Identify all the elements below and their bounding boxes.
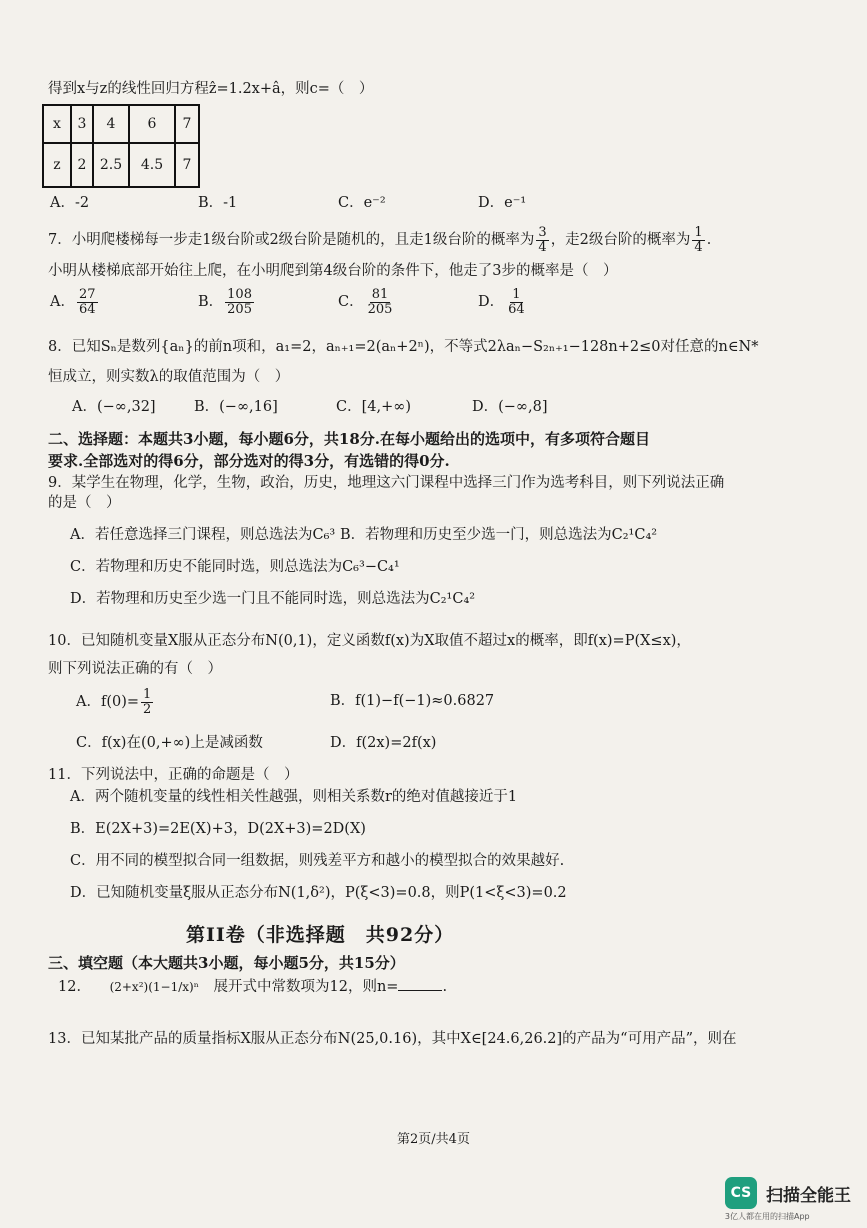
section2-line1: 二、选择题：本题共3小题，每小题6分，共18分.在每小题给出的选项中，有多项符合题目 [48, 430, 650, 448]
q10-line1: 10．已知随机变量X服从正态分布N(0,1)，定义函数f(x)为X取值不超过x的概率，即f(x)=P(X≤x)， [48, 633, 691, 649]
table-cell: 4 [93, 105, 129, 143]
option-fraction [506, 288, 527, 317]
q7-stem-a: 7．小明爬楼梯每一步走1级台阶或2级台阶是随机的，且走1级台阶的概率为 [48, 232, 535, 248]
table-cell: 6 [129, 105, 175, 143]
q6-option-b: B．-1 [198, 195, 238, 211]
fraction-numerator: 3 [538, 224, 547, 240]
q7-option-a [50, 284, 100, 320]
option-fraction [77, 288, 98, 317]
q9-option-a: A．若任意选择三门课程，则总选法为C₆³ [70, 527, 336, 543]
q8-option-a: A．(−∞,32] [72, 399, 156, 415]
q9-line2: 的是（ ） [48, 495, 121, 511]
option-text: A．f(0)= [76, 694, 140, 710]
table-cell: 2.5 [93, 143, 129, 187]
q9-option-b: B．若物理和历史至少选一门，则总选法为C₂¹C₄² [340, 527, 658, 543]
q7-option-d [478, 284, 529, 320]
q10-option-d: D．f(2x)=2f(x) [330, 735, 437, 751]
q11-option-d: D．已知随机变量ξ服从正态分布N(1,δ²)，P(ξ<3)=0.8，则P(1<ξ<3)=0.2 [70, 885, 567, 901]
table-row [43, 143, 199, 187]
q7-stem-b: ，走2级台阶的概率为 [550, 232, 691, 248]
q9-option-c: C．若物理和历史不能同时选，则总选法为C₆³−C₄¹ [70, 559, 400, 575]
option-fraction [141, 688, 153, 717]
q6-data-table [42, 104, 200, 188]
option-label: A． [50, 294, 75, 310]
fraction-denominator: 4 [694, 239, 703, 255]
q8-option-d: D．(−∞,8] [472, 399, 548, 415]
q10-option-c: C．f(x)在(0,+∞)上是减函数 [76, 735, 263, 751]
fraction-denominator: 64 [508, 301, 525, 317]
fraction-numerator: 108 [227, 286, 252, 302]
option-label: D． [478, 294, 505, 310]
q9-line1: 9．某学生在物理，化学，生物，政治，历史，地理这六门课程中选择三门作为选考科目，则下列说法正确 [48, 475, 725, 491]
option-fraction [225, 288, 254, 317]
q11-option-a: A．两个随机变量的线性相关性越强，则相关系数r的绝对值越接近于1 [70, 789, 518, 805]
q6-option-a: A．-2 [50, 195, 90, 211]
table-cell: z [43, 143, 71, 187]
table-cell: 7 [175, 105, 199, 143]
page-number: 第2页/共4页 [397, 1132, 470, 1147]
fraction-numerator: 27 [78, 286, 96, 302]
q8-option-c: C．[4,+∞) [336, 399, 411, 415]
q8-line2: 恒成立，则实数λ的取值范围为（ ） [48, 369, 290, 385]
table-row [43, 105, 199, 143]
table-cell: 2 [71, 143, 93, 187]
q7-fraction-2 [692, 226, 704, 255]
q11-option-c: C．用不同的模型拟合同一组数据，则残差平方和越小的模型拟合的效果越好. [70, 853, 565, 869]
option-label: C． [338, 294, 364, 310]
q11-option-b: B．E(2X+3)=2E(X)+3，D(2X+3)=2D(X) [70, 821, 366, 837]
fraction-numerator: 1 [143, 686, 152, 702]
q10-option-b: B．f(1)−f(−1)≈0.6827 [330, 693, 495, 709]
part2-title: 第II卷（非选择题 共92分） [186, 924, 455, 946]
section3-title: 三、填空题（本大题共3小题，每小题5分，共15分） [48, 954, 405, 972]
fraction-denominator: 205 [367, 301, 393, 317]
fraction-denominator: 64 [78, 301, 96, 317]
fraction-denominator: 2 [143, 701, 152, 717]
q8-option-b: B．(−∞,16] [194, 399, 278, 415]
q8-line1: 8．已知Sₙ是数列{aₙ}的前n项和，a₁=2，aₙ₊₁=2(aₙ+2ⁿ)，不等式2λaₙ−S₂ₙ₊₁−128n+2≤0对任意的n∈N* [48, 339, 759, 355]
scanner-watermark [725, 1177, 851, 1222]
q6-option-d: D．e⁻¹ [478, 195, 527, 211]
q7-line2: 小明从楼梯底部开始往上爬，在小明爬到第4级台阶的条件下，他走了3步的概率是（ ） [48, 263, 618, 279]
q6-option-c: C．e⁻² [338, 195, 386, 211]
table-cell: x [43, 105, 71, 143]
fraction-numerator: 1 [694, 224, 703, 240]
q12-answer-blank [398, 978, 442, 991]
fraction-denominator: 4 [538, 239, 547, 255]
q12-number: 12． [58, 979, 91, 995]
table-cell: 7 [175, 143, 199, 187]
q13-line1: 13．已知某批产品的质量指标X服从正态分布N(25,0.16)，其中X∈[24.6,26.2]的产品为“可用产品”，则在 [48, 1031, 737, 1047]
watermark-slogan: 3亿人都在用的扫描App [724, 1212, 810, 1221]
q7-option-c [338, 284, 396, 320]
q7-stem-c: ． [706, 232, 722, 248]
option-fraction [366, 288, 395, 317]
q10-option-a [76, 684, 155, 720]
q7-stem [48, 222, 721, 258]
section2-line2: 要求.全部选对的得6分，部分选对的得3分，有选错的得0分. [48, 452, 450, 470]
q7-option-b [198, 284, 256, 320]
q12-expression: (2+x²)(1−1/x)ⁿ [109, 980, 199, 994]
q12-line [58, 978, 447, 996]
camscanner-logo-icon: CS [725, 1177, 757, 1209]
q12-end: . [442, 979, 448, 995]
q7-fraction-1 [536, 226, 548, 255]
option-label: B． [198, 294, 224, 310]
q9-option-d: D．若物理和历史至少选一门且不能同时选，则总选法为C₂¹C₄² [70, 591, 476, 607]
q11-stem: 11．下列说法中，正确的命题是（ ） [48, 767, 299, 783]
q6-stem: 得到x与z的线性回归方程ẑ=1.2x+â，则c=（ ） [48, 81, 374, 97]
fraction-numerator: 1 [512, 286, 521, 302]
watermark-name: 扫描全能王 [766, 1185, 851, 1206]
fraction-numerator: 81 [371, 286, 389, 302]
table-cell: 4.5 [129, 143, 175, 187]
table-cell: 3 [71, 105, 93, 143]
fraction-denominator: 205 [227, 301, 252, 317]
q12-text: 展开式中常数项为12，则n= [213, 979, 399, 995]
q10-line2: 则下列说法正确的有（ ） [48, 661, 222, 677]
